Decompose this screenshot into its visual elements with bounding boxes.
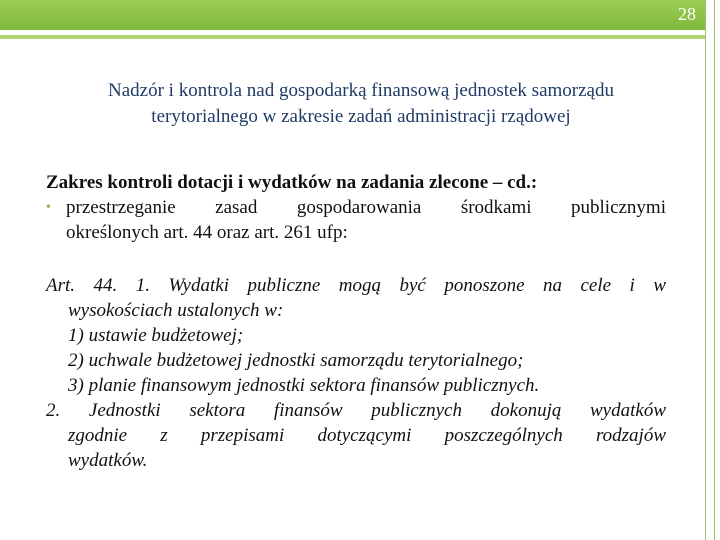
article-intro: [46, 273, 666, 298]
slide-title: [30, 78, 692, 130]
bullet-text-line-2: określonych art. 44 oraz art. 261 ufp:: [66, 222, 348, 243]
article-intro-line-2: wysokościach ustalonych w:: [68, 300, 284, 321]
article-point-2-line-1: 2. Jednostki sektora finansów publicznych dokonują wydatków: [46, 400, 666, 421]
right-border-line: [714, 0, 715, 540]
bullet-icon: •: [46, 200, 51, 215]
article-point-2-line-3: wydatków.: [68, 450, 148, 471]
bullet-text: [66, 195, 666, 245]
bullet-text-line-1: przestrzeganie zasad gospodarowania środkami publicznymi: [66, 197, 666, 218]
header-bar: [0, 0, 706, 30]
article-44: [46, 273, 666, 473]
article-item-1: 1) ustawie budżetowej;: [68, 325, 244, 346]
slide-title-line-1: Nadzór i kontrola nad gospodarką finansową jednostek samorządu: [108, 80, 614, 101]
article-point-2-line-2: zgodnie z przepisami dotyczącymi poszczególnych rodzajów: [68, 425, 666, 446]
page-number: 28: [678, 4, 696, 24]
article-intro-text: . 1. Wydatki publiczne mogą być ponoszone na cele i w: [112, 275, 666, 296]
bullet-item: [46, 195, 666, 245]
article-item-2: 2) uchwale budżetowej jednostki samorządu terytorialnego;: [68, 350, 524, 371]
subheading: Zakres kontroli dotacji i wydatków na zadania zlecone – cd.:: [46, 172, 538, 193]
header-divider: [0, 35, 706, 39]
right-border: [705, 0, 720, 540]
slide-title-line-2: terytorialnego w zakresie zadań administracji rządowej: [151, 106, 571, 127]
slide-content: [46, 170, 666, 473]
article-label: Art. 44: [46, 275, 113, 296]
article-item-3: 3) planie finansowym jednostki sektora finansów publicznych.: [68, 375, 540, 396]
